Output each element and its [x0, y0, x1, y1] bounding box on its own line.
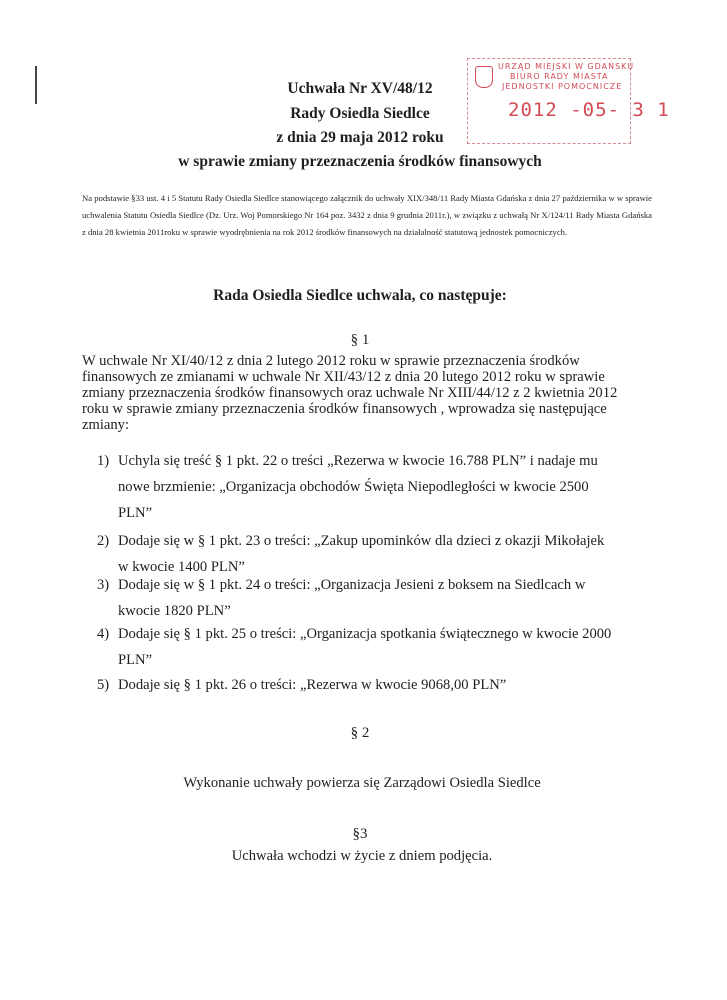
list-item-number: 4) — [97, 626, 110, 642]
resolves-heading: Rada Osiedla Siedlce uchwala, co następuje: — [213, 287, 507, 304]
city-emblem-icon — [475, 66, 493, 88]
list-item: Uchyla się treść § 1 pkt. 22 o treści „Rezerwa w kwocie 16.788 PLN” i nadaje mu nowe brzmienie: „Organizacja obchodów Święta Niepodległości w kwocie 2500 PLN” — [118, 453, 598, 521]
stamp-line-2: BIURO RADY MIASTA — [510, 72, 609, 81]
section-3-mark: §3 — [352, 826, 368, 842]
margin-mark — [35, 66, 37, 104]
council-name: Rady Osiedla Siedlce — [290, 105, 430, 122]
resolution-subject: w sprawie zmiany przeznaczenia środków finansowych — [178, 153, 542, 170]
resolution-date: z dnia 29 maja 2012 roku — [276, 129, 444, 146]
list-item-number: 5) — [97, 677, 110, 693]
stamp-line-3: JEDNOSTKI POMOCNICZE — [502, 82, 623, 91]
section-1-text: W uchwale Nr XI/40/12 z dnia 2 lutego 2012 roku w sprawie przeznaczenia środków finansowych ze zmianami w uchwale Nr XII/43/12 z dnia 20 lutego 2012 roku w sprawie zmiany przeznaczenia środków finansowych oraz uchwale Nr XIII/44/12 z 2 kwietnia 2012 roku w sprawie zmiany przeznaczenia środków finansowych , wprowadza się następujące zmiany: — [82, 353, 618, 433]
section-1-mark: § 1 — [350, 332, 370, 348]
list-item: Dodaje się § 1 pkt. 25 o treści: „Organizacja spotkania świątecznego w kwocie 2000 PLN” — [118, 626, 612, 668]
list-item: Dodaje się w § 1 pkt. 24 o treści: „Organizacja Jesieni z boksem na Siedlcach w kwocie 1820 PLN” — [118, 577, 586, 619]
section-2-text: Wykonanie uchwały powierza się Zarządowi Osiedla Siedlce — [183, 775, 541, 791]
receipt-stamp — [467, 58, 670, 144]
legal-basis: Na podstawie §33 ust. 4 i 5 Statutu Rady Osiedla Siedlce stanowiącego załącznik do uchwały XIX/348/11 Rady Miasta Gdańska z dnia 27 października w w sprawie uchwalenia Statutu Osiedla Siedlce (Dz. Urz. Woj Pomorskiego Nr 164 poz. 3432 z dnia 9 grudnia 2011r.), w związku z uchwałą Nr X/124/11 Rady Miasta Gdańska z dnia 28 kwietnia 2011roku w sprawie wyodrębnienia na rok 2012 środków finansowych na działalność statutową jednostek pomocniczych. — [82, 193, 652, 237]
section-3-text: Uchwała wchodzi w życie z dniem podjęcia. — [231, 848, 493, 864]
list-item-number: 2) — [97, 533, 110, 549]
list-item-number: 3) — [97, 577, 110, 593]
stamp-line-1: URZĄD MIEJSKI W GDAŃSKU — [498, 62, 635, 71]
stamp-date: 2012 -05- 3 1 — [508, 99, 670, 121]
list-item: Dodaje się w § 1 pkt. 23 o treści: „Zakup upominków dla dzieci z okazji Mikołajek w kwocie 1400 PLN” — [118, 533, 605, 575]
section-2-mark: § 2 — [350, 725, 370, 741]
list-item-number: 1) — [97, 453, 110, 469]
resolution-number: Uchwała Nr XV/48/12 — [287, 80, 433, 97]
list-item: Dodaje się § 1 pkt. 26 o treści: „Rezerwa w kwocie 9068,00 PLN” — [118, 677, 507, 693]
